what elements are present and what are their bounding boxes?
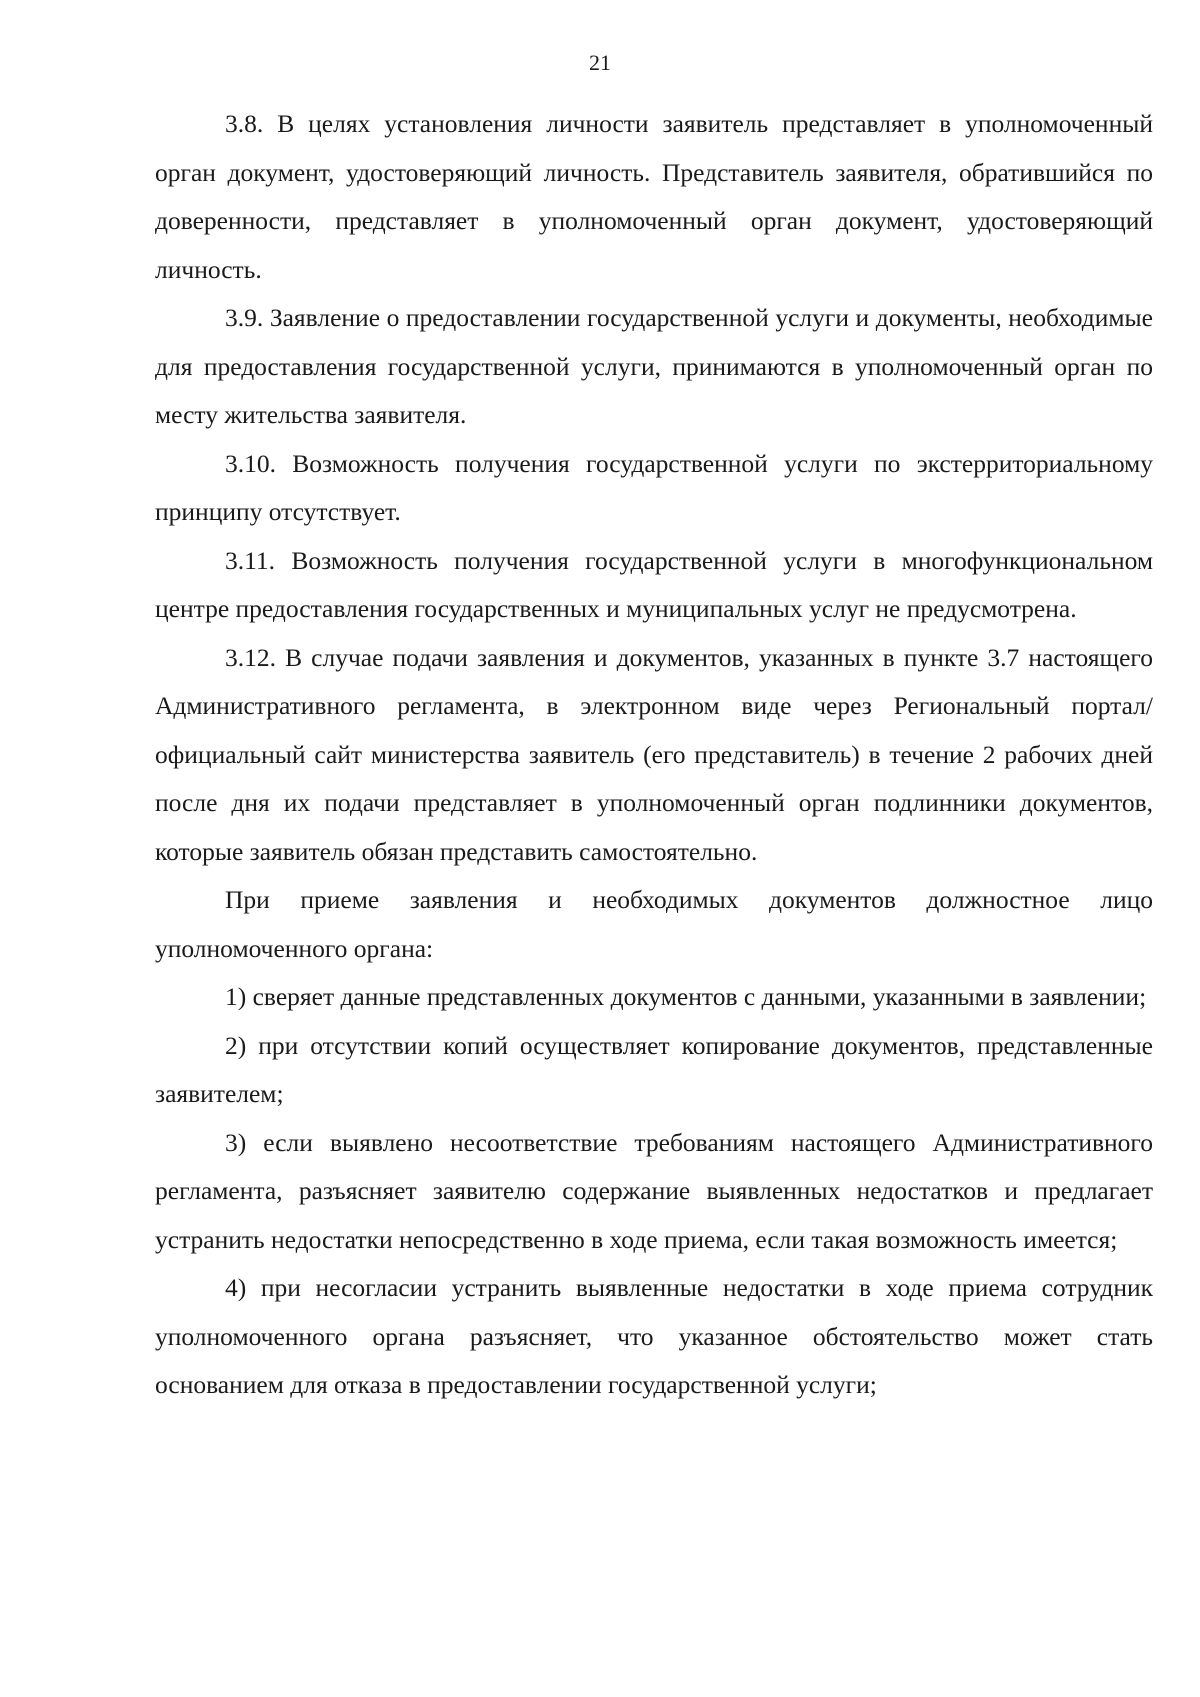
list-item-2: 2) при отсутствии копий осуществляет копирование документов, представленные заявителем; — [155, 1030, 1153, 1108]
paragraph-3-8: 3.8. В целях установления личности заявитель представляет в уполномоченный орган документ, удостоверяющий личность. Представитель заявителя, обратившийся по доверенности, представляет в уполномоченный орган документ, удостоверяющий личность. — [155, 109, 1153, 284]
paragraph-3-10: 3.10. Возможность получения государственной услуги по экстерриториальному принципу отсутствует. — [155, 448, 1153, 526]
document-body — [155, 100, 1153, 1410]
paragraph-3-9: 3.9. Заявление о предоставлении государственной услуги и документы, необходимые для предоставления государственной услуги, принимаются в уполномоченный орган по месту жительства заявителя. — [155, 303, 1153, 429]
paragraph-3-11: 3.11. Возможность получения государственной услуги в многофункциональном центре предоставления государственных и муниципальных услуг не предусмотрена. — [155, 545, 1153, 623]
page-number: 21 — [589, 50, 611, 75]
paragraph-3-12: 3.12. В случае подачи заявления и документов, указанных в пункте 3.7 настоящего Административного регламента, в электронном виде через Региональный портал/официальный сайт министерства заявитель (его представитель) в течение 2 рабочих дней после дня их подачи представляет в уполномоченный орган подлинники документов, которые заявитель обязан представить самостоятельно. — [155, 642, 1153, 866]
list-item-1: 1) сверяет данные представленных документов с данными, указанными в заявлении; — [225, 982, 1147, 1011]
list-item-3: 3) если выявлено несоответствие требованиям настоящего Административного регламента, разъясняет заявителю содержание выявленных недостатков и предлагает устранить недостатки непосредственно в ходе приема, если такая возможность имеется; — [155, 1127, 1153, 1254]
list-item-4: 4) при несогласии устранить выявленные недостатки в ходе приема сотрудник уполномоченного органа разъясняет, что указанное обстоятельство может стать основанием для отказа в предоставлении государственной услуги; — [155, 1273, 1153, 1399]
paragraph-intake-intro: При приеме заявления и необходимых документов должностное лицо уполномоченного органа: — [155, 885, 1153, 963]
